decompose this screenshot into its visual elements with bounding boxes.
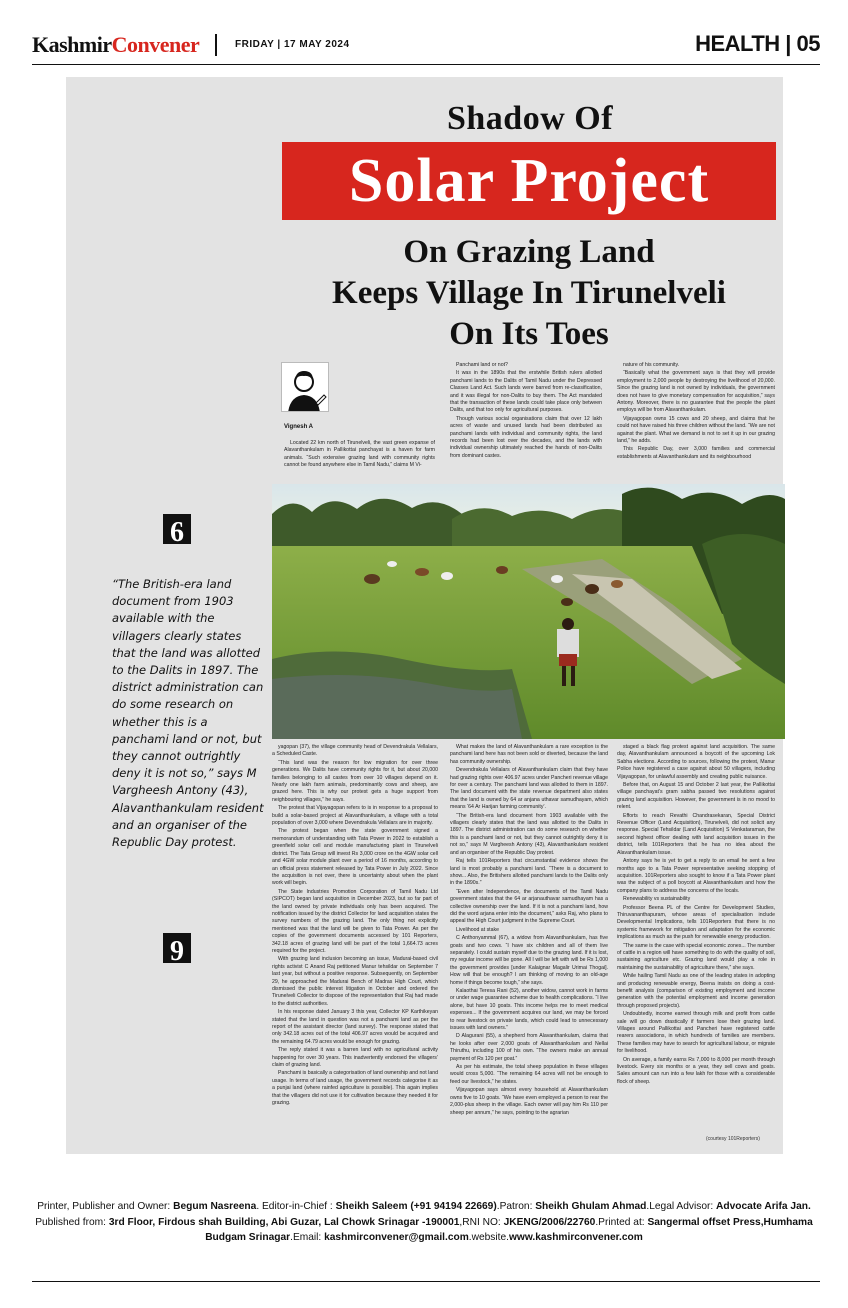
body-column xyxy=(450,744,608,1134)
top-rule xyxy=(32,64,820,65)
body-paragraph: The protest began when the state government signed a memorandum of understanding with Tata Power in 2022 to establish a greenfield solar cell and module manufacturing plant in Tirunelveli district. The Tata Group will invest Rs 3,000 crore on the 4GW solar cell and 4GW solar module plant over a period of 16 months, according to an official press statement released by Tata Power in July 2022. Since the acquisition is not over, there is uncertainty about when the plant work will begin. xyxy=(272,828,438,887)
imprint-text: Sangermal offset Press,Humhama xyxy=(647,1216,813,1228)
imprint-text: .Email: xyxy=(290,1232,325,1244)
logo-kashmir: Kashmir xyxy=(32,32,112,57)
body-paragraph: nature of his community. xyxy=(623,362,680,368)
bottom-rule xyxy=(32,1281,820,1282)
body-paragraph: “The British-era land document from 1903 available with the villagers clearly states that the land was allotted to the Dalits in 1897. The district administration can do some research on whether this is a panchami land or not, but they cannot outrightly deny it is not so,” says M Vargheesh Antony (43), Alavanthankulam resident and an organiser of the Republic Day protest. xyxy=(450,812,608,856)
imprint-line xyxy=(24,1215,824,1231)
body-paragraph: The State Industries Promotion Corporation of Tamil Nadu Ltd (SIPCOT) began land acquisition in December 2023, but so far part of the land owned by private individuals only has been acquired. The notification issued by the district Collector for land acquisition states the survey numbers of the grazing land. The only thing not explicitly mentioned was that the land will be given to Tata Power. As per the copies of the government documents accessed by 101 Reporters, 342.18 acres of grazing land will be part of the total 1,664.73 acres required for the project. xyxy=(272,888,438,954)
body-paragraph: While hailing Tamil Nadu as one of the leading states in adopting and producing renewable energy, Beena insists on doing a cost-benefit analysis (comparison of existing employment and income generation with the potential employment and income generation through proposed projects). xyxy=(617,973,775,1009)
body-paragraph: Vijayagopan owns 15 cows and 20 sheep, and claims that he could not have raised his three children without the land. “We are not against the plant. What we demand is not to set it up in our grazing land,” he adds. xyxy=(617,415,775,445)
body-paragraph: “Even after Independence, the documents of the Tamil Nadu government states that the 64 ar arjanauthavar samudhayam has a collective ownership over the land. If it is not a panchami land, how did the word arjana enter into the document,” asks Raj, who plans to appeal the High Court judgment in the Supreme Court. xyxy=(450,888,608,925)
imprint-line xyxy=(24,1230,824,1246)
body-column xyxy=(617,362,775,484)
imprint-text: .Patron: xyxy=(496,1201,536,1212)
body-paragraph: Panchami land or not? xyxy=(456,362,508,368)
author-avatar-icon xyxy=(281,362,329,412)
body-paragraph: Antony says he is yet to get a reply to an email he sent a few months ago to a Tata Power representative seeking stopping of acquisition. 101Reporters also sought to know if a Tata Power plant was the subject of a poll boycott at Alavanthankulam and how the company plans to address the concerns of the locals. xyxy=(617,858,775,894)
imprint-text: ,RNI NO: xyxy=(459,1216,504,1228)
body-paragraph: Undoubtedly, income earned through milk and profit from cattle sale will go down drastically if farmers lose their grazing land. Villages around Pallikottai and Pancheri have registered cattle rearers associations, in which hundreds of families are members. These families may have to search for agricultural labour, or migrate for livelihood. xyxy=(617,1011,775,1055)
imprint-text: . Editor-in-Chief : xyxy=(256,1201,336,1212)
body-paragraph: The protest that Vijayagopan refers to is in response to a proposal to build a solar-based project at Alavanthankulam, a village with a total population of over 3,000 where Devendrakula Vellalars are in majority. xyxy=(272,805,438,827)
body-paragraph: D Alagurani (55), a shepherd from Alavanthankulam, claims that he looks after over 2,000 goats of Alavanthankulam and Nellai Thiruthu, including 100 of his own. “The owners make an annual payment of Rs 120 per goat.” xyxy=(450,1033,608,1062)
body-paragraph: yagopan (37), the village community head of Devendrakula Vellalars, a Scheduled Caste. xyxy=(272,744,438,758)
deck-line: On Its Toes xyxy=(449,316,609,352)
masthead xyxy=(32,30,820,66)
body-paragraph: “This land was the reason for low migration for over three generations. We Dalits have community rights for it, but about 20,000 families belonging to all castes from over 10 villages depend on it. Nearly one lakh farm animals, predominantly cows and sheep, are grazed here. This is why our protest gets a huge support from neighbouring villages,” he says. xyxy=(272,759,438,803)
imprint-text: .website. xyxy=(468,1232,509,1244)
imprint-text: JKENG/2006/22760 xyxy=(503,1216,596,1228)
article-photo xyxy=(272,484,785,739)
body-paragraph: Devendrakula Vellalars of Alavanthankulam claim that they have had grazing rights over 406.97 acres under Pancheri revenue village for over a century. The panchami land was allotted to them in 1897. The land document with the state revenue department also states that the land is owned by 64 ar anjana uthavar samudhayam, which means ‘64 Ar Harijan farming community’. xyxy=(450,767,608,811)
body-column xyxy=(284,440,435,484)
pull-quote: “The British-era land document from 1903 available with the villagers clearly states that the land was allotted to the Dalits in 1897. The district administration can do some research on whether this is a panchami land or not, but they cannot outrightly deny it is not so,” says M Vargheesh Antony (43), Alavanthankulam resident and an organiser of the Republic Day protest. xyxy=(112,577,264,850)
imprint-text: Begum Nasreena xyxy=(173,1201,257,1212)
imprint-text: Published from: xyxy=(35,1216,109,1228)
headline-kicker: Shadow Of xyxy=(446,100,614,137)
headline-main: Solar Project xyxy=(282,142,776,220)
body-paragraph: Kalaothai Teresa Rani (52), another widow, cannot work in farms or under wage guarantee scheme due to health complications. “I live alone, but have 10 goats. This income helps me to meet medical expenses... If the government acquires our land, we may be forced to rear livestock on private lands, which could lead to unnecessary issues with land owners.” xyxy=(450,988,608,1032)
imprint-text: Advocate Arifa Jan. xyxy=(716,1201,811,1212)
imprint-text: 3rd Floor, Firdous shah Building, Abi Guzar, Lal Chowk Srinagar -190001 xyxy=(108,1216,460,1228)
website-link[interactable]: www.kashmirconvener.com xyxy=(508,1232,643,1244)
imprint-text: .Legal Advisor: xyxy=(646,1201,717,1212)
body-paragraph: “Basically what the government says is that they will provide employment to 2,000 people by destroying the livelihood of 20,000. Since the grazing land is not owned by individuals, the government does not have to give monetary compensation for acquisition,” says Antony. Moreover, there is no guarantee that the people the plant employs will be from Alavanthankulam. xyxy=(617,370,775,414)
section-label: HEALTH | 05 xyxy=(695,31,820,56)
body-column xyxy=(617,744,775,1134)
body-paragraph: As per his estimate, the total sheep population in these villages would cross 5,000. “The remaining 64 acres will not be enough to feed our livestock,” he states. xyxy=(450,1064,608,1085)
body-paragraph: staged a black flag protest against land acquisition. The same day, Alavanthankulam announced a boycott of the upcoming Lok Sabha elections. According to sources, following the protest, Manur Police have registered a case against about 50 villagers, including Vijayagopan, for unlawful assembly and creating public nuisance. xyxy=(617,744,775,780)
imprint-text: Sheikh Saleem (+91 94194 22669) xyxy=(335,1201,497,1212)
logo-convener: Convener xyxy=(111,32,200,57)
deck-line: Keeps Village In Tirunelveli xyxy=(332,275,726,311)
body-paragraph: Panchami is basically a categorisation of land ownership and not land usage. In terms of land usage, the government records categorise it as a punjai land (where rainfed agriculture is possible). This again implies that the villagers did not use it for cultivation because they needed it for grazing. xyxy=(272,1070,438,1107)
body-column xyxy=(450,362,602,484)
body-paragraph: Vijayagopan says almost every household at Alavanthankulam owns five to 10 goats. “We have even employed a person to rear the 2,000-plus sheep in the village. Each owner will pay him Rs 110 per sheep per annum,” he says, pointing to the agrarian xyxy=(450,1087,608,1116)
body-paragraph: Located 22 km north of Tirunelveli, the vast green expanse of Alavanthankulam in Pallikottai panchayat is a haven for farm animals. “Such extensive grazing land with community rights cannot be found anywhere else in Tamil Nadu,” claims M Vi- xyxy=(284,440,435,469)
body-paragraph: With grazing land inclusion becoming an issue, Madurai-based civil rights activist C Anand Raj petitioned Manur tehsildar on September 7 last year, but without a positive response. Subsequently, on September 29, he approached the Madurai Bench of Madras High Court, which dismissed the public interest litigation in October and ordered the Tirunelveli Collector to dispose of the representation that Raj had made to the district authorities. xyxy=(272,956,438,1007)
body-paragraph: Renewability vs sustainability xyxy=(623,896,691,903)
body-paragraph: The reply stated it was a barren land with no agricultural activity happening for over 30 years. This inadvertently endorsed the villagers’ claim of grazing land. xyxy=(272,1047,438,1069)
author-name: Vignesh A xyxy=(284,424,314,430)
close-quote-icon: 9 xyxy=(163,933,191,963)
headline-deck xyxy=(262,232,796,355)
imprint-text: Budgam Srinagar xyxy=(205,1232,291,1244)
body-paragraph: This Republic Day, over 3,000 families and commercial establishments at Alavanthankulam and its neighbourhood xyxy=(617,446,775,460)
open-quote-icon: 6 xyxy=(163,514,191,544)
body-paragraph: What makes the land of Alavanthankulam a rare exception is the panchami land here has not been sold or diverted, because the land has community ownership. xyxy=(450,744,608,765)
body-paragraph: It was in the 1890s that the erstwhile British rulers allotted panchami lands to the Dalits of Tamil Nadu under the Depressed Classes Land Act. Such lands were barred from re-classification, and it was illegal for non-Dalits to buy them. The Act mandated that the transaction of these lands could take place only between Dalits, and that too only for agricultural purposes. xyxy=(450,370,602,414)
logo xyxy=(32,32,199,58)
body-paragraph: Before that, on August 15 and October 2 last year, the Pallikottai village panchayat’s gram sabha passed two resolutions against grazing land acquisition. However, the government is in no mood to relent. xyxy=(617,782,775,811)
body-paragraph: Though various social organisations claim that over 12 lakh acres of waste and unused lands had been distributed as panchami lands with individual and community rights, the land records had been lost over the decades, and the lands with individual ownership ultimately reached the hands of non-Dalits from dominant castes. xyxy=(450,415,602,459)
body-paragraph: C Anthonyammal (67), a widow from Alavanthankulam, has five goats and two cows. “I have six children and all of them live separately. I could sustain myself due to the grazing land. If it is lost, my regular income will be gone. All I will be left with will be Rs 1,000 the government provides [under Kalaignar Magalir Urimai Thogai]. How will that be enough? I am thinking of moving to an old-age home if things become tough,” she says. xyxy=(450,935,608,986)
body-paragraph: Professor Beena PL of the Centre for Development Studies, Thiruvananthapuram, whose areas of specialisation include Developmental Implications, tells 101Reporters that there is no systemic framework for mitigation and adaptation for the economic implications as much as the push for renewable energy production. xyxy=(617,904,775,941)
body-paragraph: In his response dated January 3 this year, Collector KP Karthikeyan stated that the land in question was not a panchami land as per the report of the assistant director (land survey). The response stated that only 342.18 acres out of the total 406.97 acres would be acquired and the remaining 64.79 acres would be enough for grazing. xyxy=(272,1009,438,1045)
imprint-footer xyxy=(24,1199,824,1246)
dateline: FRIDAY | 17 MAY 2024 xyxy=(235,39,350,50)
body-paragraph: Livelihood at stake xyxy=(456,926,499,933)
masthead-divider xyxy=(215,34,217,56)
imprint-text: Printer, Publisher and Owner: xyxy=(37,1201,174,1212)
body-paragraph: Raj tells 101Reporters that circumstantial evidence shows the land is most probably a panchami land. “There is a document to show... Also, the Britishers allotted panchami lands to the Dalits only in the 1890s.” xyxy=(450,858,608,887)
body-paragraph: On average, a family earns Rs 7,000 to 8,000 per month through livestock. Every six months or a year, they sell cows and goats. Sales amount can run into a few lakh for those with a considerable flock of sheep. xyxy=(617,1056,775,1085)
email-link[interactable]: kashmirconvener@gmail.com xyxy=(324,1232,469,1244)
body-column xyxy=(272,744,438,1134)
body-paragraph: “The same is the case with special economic zones... The number of cattle in a region will have something to do with the quality of soil, sustaining agriculture etc. Grazing land would play a role in maintaining the sustainability of agriculture there,” she says. xyxy=(617,942,775,971)
deck-line: On Grazing Land xyxy=(403,234,655,270)
body-paragraph: Efforts to reach Revathi Chandrasekaran, Special District Revenue Officer (Land Acquisition), Tirunelveli, did not solicit any response. Special Tehsildar (Land Acquisition) S Venkataraman, the second highest officer dealing with land acquisition issues in the district, tells 101Reporters that he has no idea about the Alavanthankulam issue. xyxy=(617,812,775,856)
imprint-text: .Printed at: xyxy=(595,1216,648,1228)
imprint-text: Sheikh Ghulam Ahmad xyxy=(535,1201,647,1212)
photo-credit: (courtesy 101Reporters) xyxy=(706,1136,760,1142)
imprint-line xyxy=(24,1199,824,1215)
